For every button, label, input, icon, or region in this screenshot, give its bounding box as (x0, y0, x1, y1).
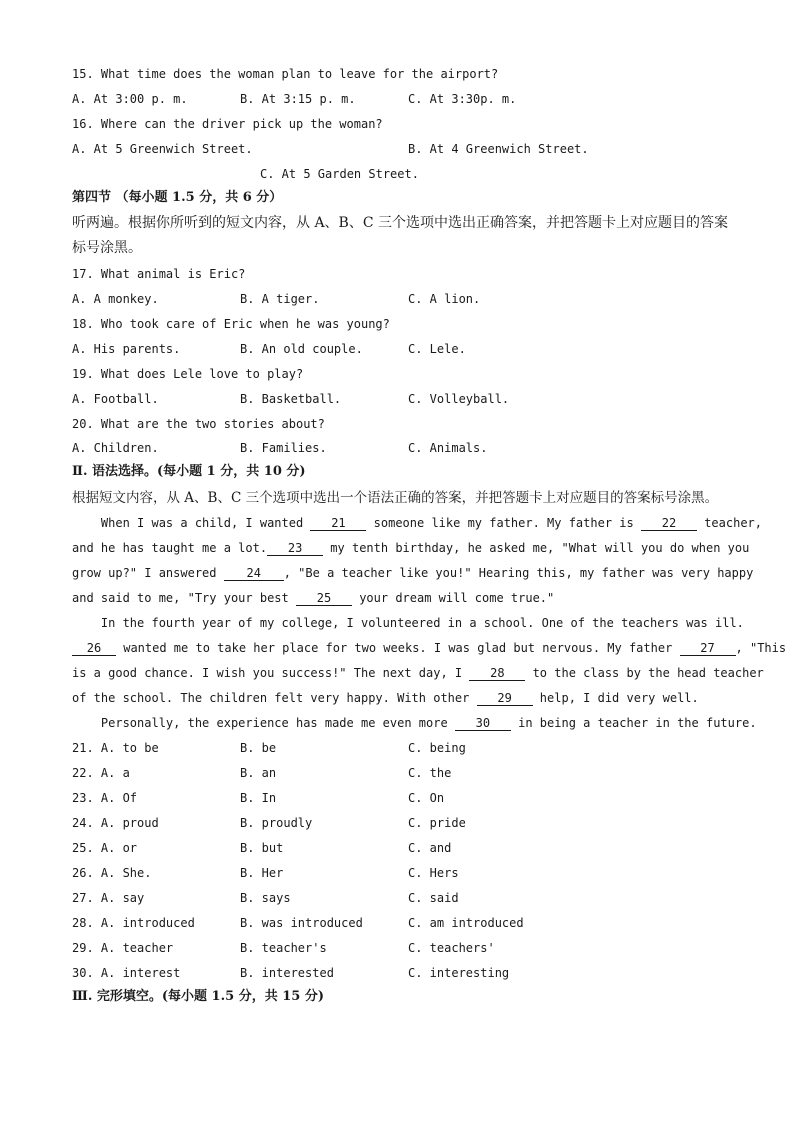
blank-29: 29 (477, 691, 533, 706)
q30-option-b: B. interested (240, 966, 334, 980)
q27-option-a: 27. A. say (72, 891, 145, 905)
passage-text: When I was a child, I wanted (72, 516, 311, 530)
q29-option-c: C. teachers' (408, 941, 495, 955)
passage-line (72, 515, 762, 531)
q29-option-a: 29. A. teacher (72, 941, 174, 955)
q18-option-a: A. His parents. (72, 342, 181, 356)
q23-option-b: B. In (240, 791, 277, 805)
q20-option-a: A. Children. (72, 441, 159, 455)
q15-option-b: B. At 3:15 p. m. (240, 92, 356, 106)
q25-option-a: 25. A. or (72, 841, 138, 855)
blank-26: 26 (72, 641, 116, 656)
q24-option-b: B. proudly (240, 816, 313, 830)
q27-option-c: C. said (408, 891, 459, 905)
q28-option-a: 28. A. introduced (72, 916, 195, 930)
q24-option-a: 24. A. proud (72, 816, 159, 830)
q22-option-b: B. an (240, 766, 277, 780)
question-19-stem: 19. What does Lele love to play? (72, 367, 304, 381)
section4-instruction-line1: 听两遍。根据你所听到的短文内容，从 A、B、C 三个选项中选出正确答案，并把答题卡上对应题目的答案 (72, 215, 729, 231)
q17-option-c: C. A lion. (408, 292, 481, 306)
q18-option-b: B. An old couple. (240, 342, 363, 356)
question-15-stem: 15. What time does the woman plan to leave for the airport? (72, 67, 499, 81)
q25-option-c: C. and (408, 841, 452, 855)
blank-21: 21 (310, 516, 366, 531)
q23-option-a: 23. A. Of (72, 791, 138, 805)
q16-option-c: C. At 5 Garden Street. (260, 167, 419, 181)
question-16-stem: 16. Where can the driver pick up the woman? (72, 117, 383, 131)
q28-option-c: C. am introduced (408, 916, 524, 930)
passage-line (72, 590, 722, 606)
q21-option-c: C. being (408, 741, 466, 755)
q20-option-b: B. Families. (240, 441, 327, 455)
passage-text: and he has taught me a lot. (72, 541, 268, 555)
passage-text: grow up?" I answered (72, 566, 224, 580)
q21-option-b: B. be (240, 741, 277, 755)
q22-option-a: 22. A. a (72, 766, 130, 780)
q21-option-a: 21. A. to be (72, 741, 159, 755)
passage-text: help, I did very well. (532, 691, 699, 705)
q16-option-a: A. At 5 Greenwich Street. (72, 142, 253, 156)
blank-22: 22 (641, 516, 697, 531)
q30-option-a: 30. A. interest (72, 966, 181, 980)
passage-text: , "This (735, 641, 787, 655)
q17-option-b: B. A tiger. (240, 292, 320, 306)
q26-option-b: B. Her (240, 866, 284, 880)
passage-text: wanted me to take her place for two weeks. I was glad but nervous. My father (116, 641, 680, 655)
blank-23: 23 (267, 541, 323, 556)
section4-heading: 第四节 （每小题 1.5 分，共 6 分） (72, 190, 283, 205)
passage-line (72, 665, 764, 681)
blank-25: 25 (296, 591, 352, 606)
passage-text: , "Be a teacher like you!" Hearing this, my father was very happy (283, 566, 754, 580)
passage-text: to the class by the head teacher (525, 666, 764, 680)
q29-option-b: B. teacher's (240, 941, 327, 955)
q28-option-b: B. was introduced (240, 916, 363, 930)
passage-text: your dream will come true." (351, 591, 555, 605)
blank-30: 30 (455, 716, 511, 731)
passage-text: in being a teacher in the future. (510, 716, 757, 730)
passage-text: Personally, the experience has made me even more (72, 716, 455, 730)
passage-text: and said to me, "Try your best (72, 591, 296, 605)
q15-option-c: C. At 3:30p. m. (408, 92, 517, 106)
passage-line (72, 565, 754, 581)
q19-option-a: A. Football. (72, 392, 159, 406)
passage-text: teacher, (696, 516, 762, 530)
passage-text: of the school. The children felt very happy. With other (72, 691, 477, 705)
cloze-heading: Ⅲ. 完形填空。(每小题 1.5 分，共 15 分) (72, 989, 324, 1004)
question-20-stem: 20. What are the two stories about? (72, 417, 325, 431)
q27-option-b: B. says (240, 891, 291, 905)
passage-line: In the fourth year of my college, I volunteered in a school. One of the teachers was ill. (72, 616, 744, 630)
blank-27: 27 (680, 641, 736, 656)
passage-line (72, 690, 722, 706)
question-17-stem: 17. What animal is Eric? (72, 267, 246, 281)
q23-option-c: C. On (408, 791, 445, 805)
q25-option-b: B. but (240, 841, 284, 855)
q18-option-c: C. Lele. (408, 342, 466, 356)
q30-option-c: C. interesting (408, 966, 510, 980)
passage-text: my tenth birthday, he asked me, "What will you do when you (323, 541, 750, 555)
q26-option-c: C. Hers (408, 866, 459, 880)
blank-24: 24 (224, 566, 284, 581)
passage-text: is a good chance. I wish you success!" The next day, I (72, 666, 470, 680)
q19-option-c: C. Volleyball. (408, 392, 510, 406)
grammar-instruction: 根据短文内容，从 A、B、C 三个选项中选出一个语法正确的答案，并把答题卡上对应题目的答案标号涂黑。 (72, 490, 719, 506)
passage-line (72, 640, 787, 656)
q15-option-a: A. At 3:00 p. m. (72, 92, 188, 106)
section4-instruction-line2: 标号涂黑。 (72, 240, 142, 256)
passage-line (72, 715, 757, 731)
q26-option-a: 26. A. She. (72, 866, 152, 880)
blank-28: 28 (469, 666, 525, 681)
q16-option-b: B. At 4 Greenwich Street. (408, 142, 589, 156)
q19-option-b: B. Basketball. (240, 392, 342, 406)
q24-option-c: C. pride (408, 816, 466, 830)
grammar-heading: Ⅱ. 语法选择。(每小题 1 分，共 10 分) (72, 464, 306, 479)
question-18-stem: 18. Who took care of Eric when he was young? (72, 317, 390, 331)
q22-option-c: C. the (408, 766, 452, 780)
q17-option-a: A. A monkey. (72, 292, 159, 306)
passage-text: someone like my father. My father is (366, 516, 641, 530)
q20-option-c: C. Animals. (408, 441, 488, 455)
passage-line (72, 540, 750, 556)
